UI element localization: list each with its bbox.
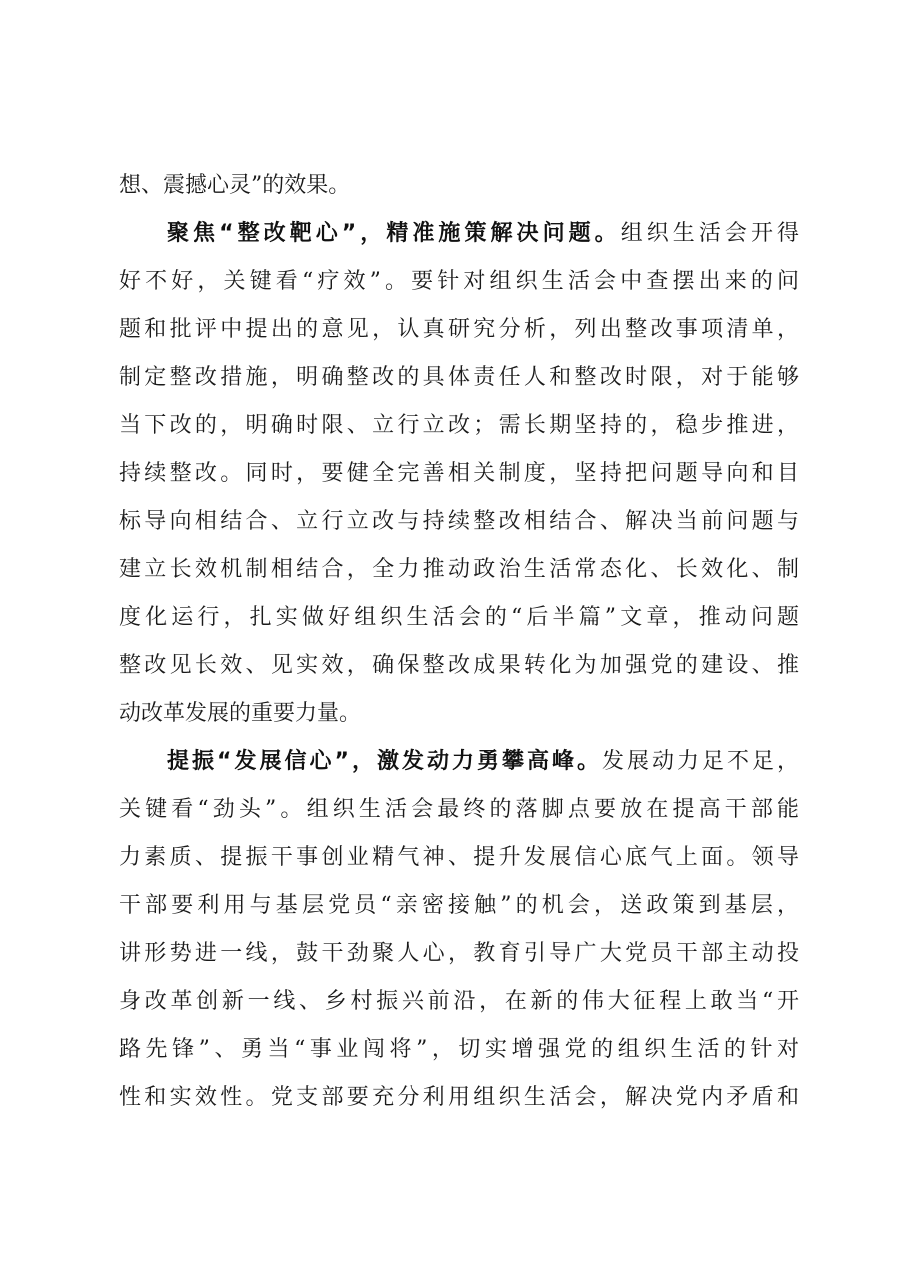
paragraph-line: 路先锋”、勇当“事业闯将”，切实增强党的组织生活的针对 (119, 1037, 799, 1062)
paragraph-line: 制定整改措施，明确整改的具体责任人和整改时限，对于能够 (119, 365, 799, 390)
paragraph-line: 度化运行，扎实做好组织生活会的“后半篇”文章，推动问题 (119, 605, 799, 630)
paragraph-heading-line (119, 210, 799, 258)
paragraph-line: 关键看“劲头”。组织生活会最终的落脚点要放在提高干部能 (119, 797, 799, 822)
paragraph-line: 整改见长效、见实效，确保整改成果转化为加强党的建设、推 (119, 653, 799, 678)
paragraph-line: 标导向相结合、立行立改与持续整改相结合、解决当前问题与 (119, 509, 799, 534)
paragraph-line: 好不好，关键看“疗效”。要针对组织生活会中查摆出来的问 (119, 269, 799, 294)
paragraph-line: 力素质、提振干事创业精气神、提升发展信心底气上面。领导 (119, 845, 799, 870)
paragraph-heading-line (119, 738, 799, 786)
section-heading: 提振“发展信心”，激发动力勇攀高峰。 (167, 749, 602, 774)
paragraph-line: 动改革发展的重要力量。 (119, 701, 362, 726)
paragraph-line: 持续整改。同时，要健全完善相关制度，坚持把问题导向和目 (119, 461, 799, 486)
paragraph-line: 讲形势进一线，鼓干劲聚人心，教育引导广大党员干部主动投 (119, 941, 799, 966)
paragraph-line: 想、震撼心灵”的效果。 (119, 173, 351, 198)
paragraph-line: 建立长效机制相结合，全力推动政治生活常态化、长效化、制 (119, 557, 799, 582)
document-body (119, 162, 799, 1122)
paragraph-line: 性和实效性。党支部要充分利用组织生活会，解决党内矛盾和 (119, 1085, 799, 1110)
paragraph-line: 干部要利用与基层党员“亲密接触”的机会，送政策到基层， (119, 893, 799, 918)
paragraph-line: 题和批评中提出的意见，认真研究分析，列出整改事项清单， (119, 317, 799, 342)
paragraph-text: 组织生活会开得 (620, 221, 799, 246)
paragraph-line: 身改革创新一线、乡村振兴前沿，在新的伟大征程上敢当“开 (119, 989, 799, 1014)
paragraph-text: 发展动力足不足， (601, 749, 799, 774)
section-heading: 聚焦“整改靶心”，精准施策解决问题。 (167, 221, 621, 246)
paragraph-line: 当下改的，明确时限、立行立改；需长期坚持的，稳步推进， (119, 413, 799, 438)
